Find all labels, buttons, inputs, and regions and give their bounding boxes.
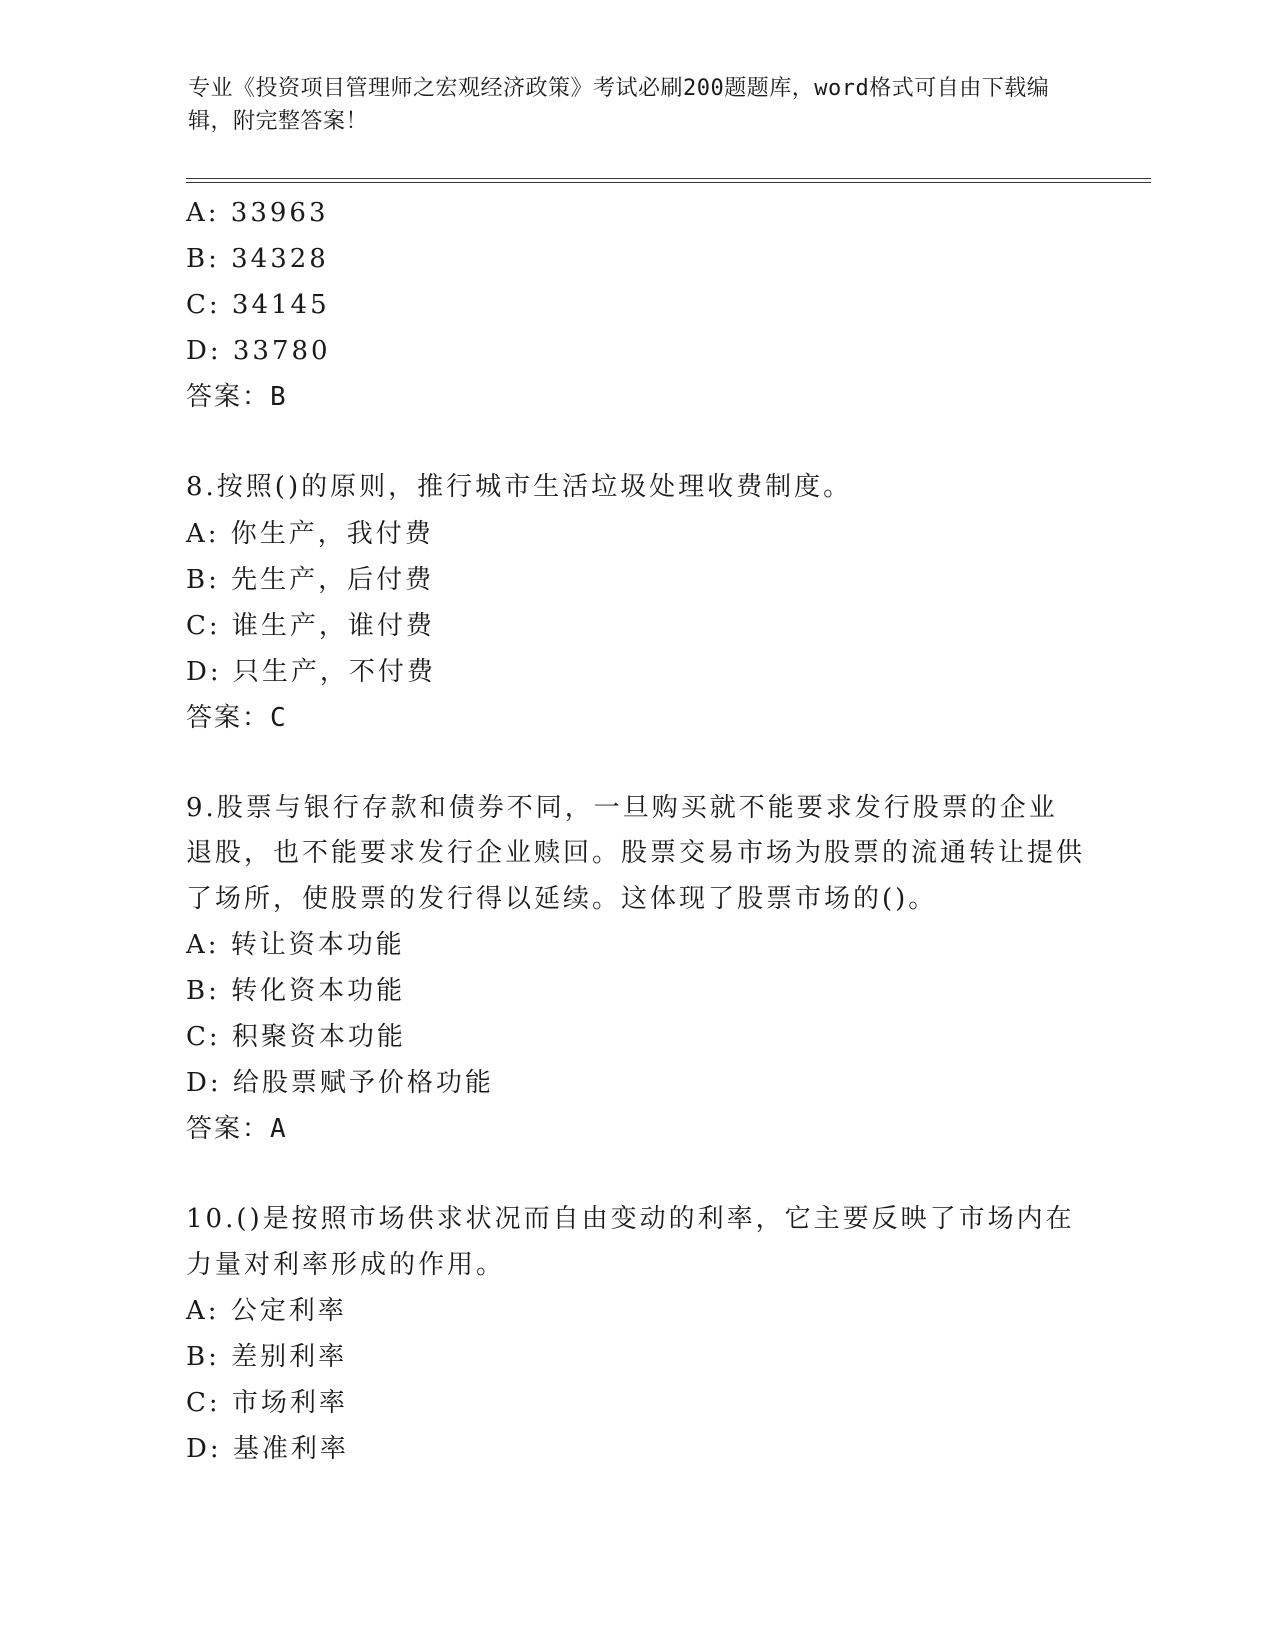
q9-stem: 9.股票与银行存款和债券不同，一旦购买就不能要求发行股票的企业退股，也不能要求发行企业赎回。股票交易市场为股票的流通转让提供了场所，使股票的发行得以延续。这体现了股票市场的()。 [186, 792, 1086, 914]
question-9-block [186, 786, 1086, 1153]
q10-option-b: B: 差别利率 [186, 1342, 348, 1372]
q7-option-a: A: 33963 [186, 198, 329, 228]
q7-answer: 答案：B [186, 382, 288, 412]
header-rule-bottom [186, 182, 1151, 183]
q9-option-c: C: 积聚资本功能 [186, 1022, 406, 1052]
spacer [186, 741, 1086, 786]
question-10-block [186, 1197, 1086, 1472]
q9-option-a: A: 转让资本功能 [186, 930, 405, 960]
q10-option-c: C: 市场利率 [186, 1388, 348, 1418]
q7-option-b: B: 34328 [186, 244, 329, 274]
q8-answer: 答案：C [186, 702, 288, 733]
q8-option-c: C: 谁生产，谁付费 [186, 610, 435, 641]
spacer [186, 420, 1086, 465]
question-7-block [186, 190, 1086, 420]
q9-option-b: B: 转化资本功能 [186, 976, 406, 1006]
q10-option-a: A: 公定利率 [186, 1296, 347, 1326]
question-content [186, 190, 1086, 1472]
q8-option-a: A: 你生产，我付费 [186, 518, 434, 549]
q8-stem: 8.按照()的原则，推行城市生活垃圾处理收费制度。 [186, 472, 853, 502]
q8-option-d: D: 只生产，不付费 [186, 656, 436, 687]
q9-option-d: D: 给股票赋予价格功能 [186, 1068, 494, 1098]
header-text: 专业《投资项目管理师之宏观经济政策》考试必刷200题题库，word格式可自由下载编辑，附完整答案！ [188, 76, 1050, 134]
header-rule-top [186, 178, 1151, 179]
question-8-block [186, 465, 1086, 741]
q7-option-d: D: 33780 [186, 336, 331, 366]
q10-option-d: D: 基准利率 [186, 1434, 349, 1464]
q7-option-c: C: 34145 [186, 290, 330, 320]
q8-option-b: B: 先生产，后付费 [186, 564, 435, 595]
q9-answer: 答案：A [186, 1114, 288, 1144]
spacer [186, 1152, 1086, 1197]
q10-stem: 10.()是按照市场供求状况而自由变动的利率，它主要反映了市场内在力量对利率形成的作用。 [186, 1204, 1075, 1280]
